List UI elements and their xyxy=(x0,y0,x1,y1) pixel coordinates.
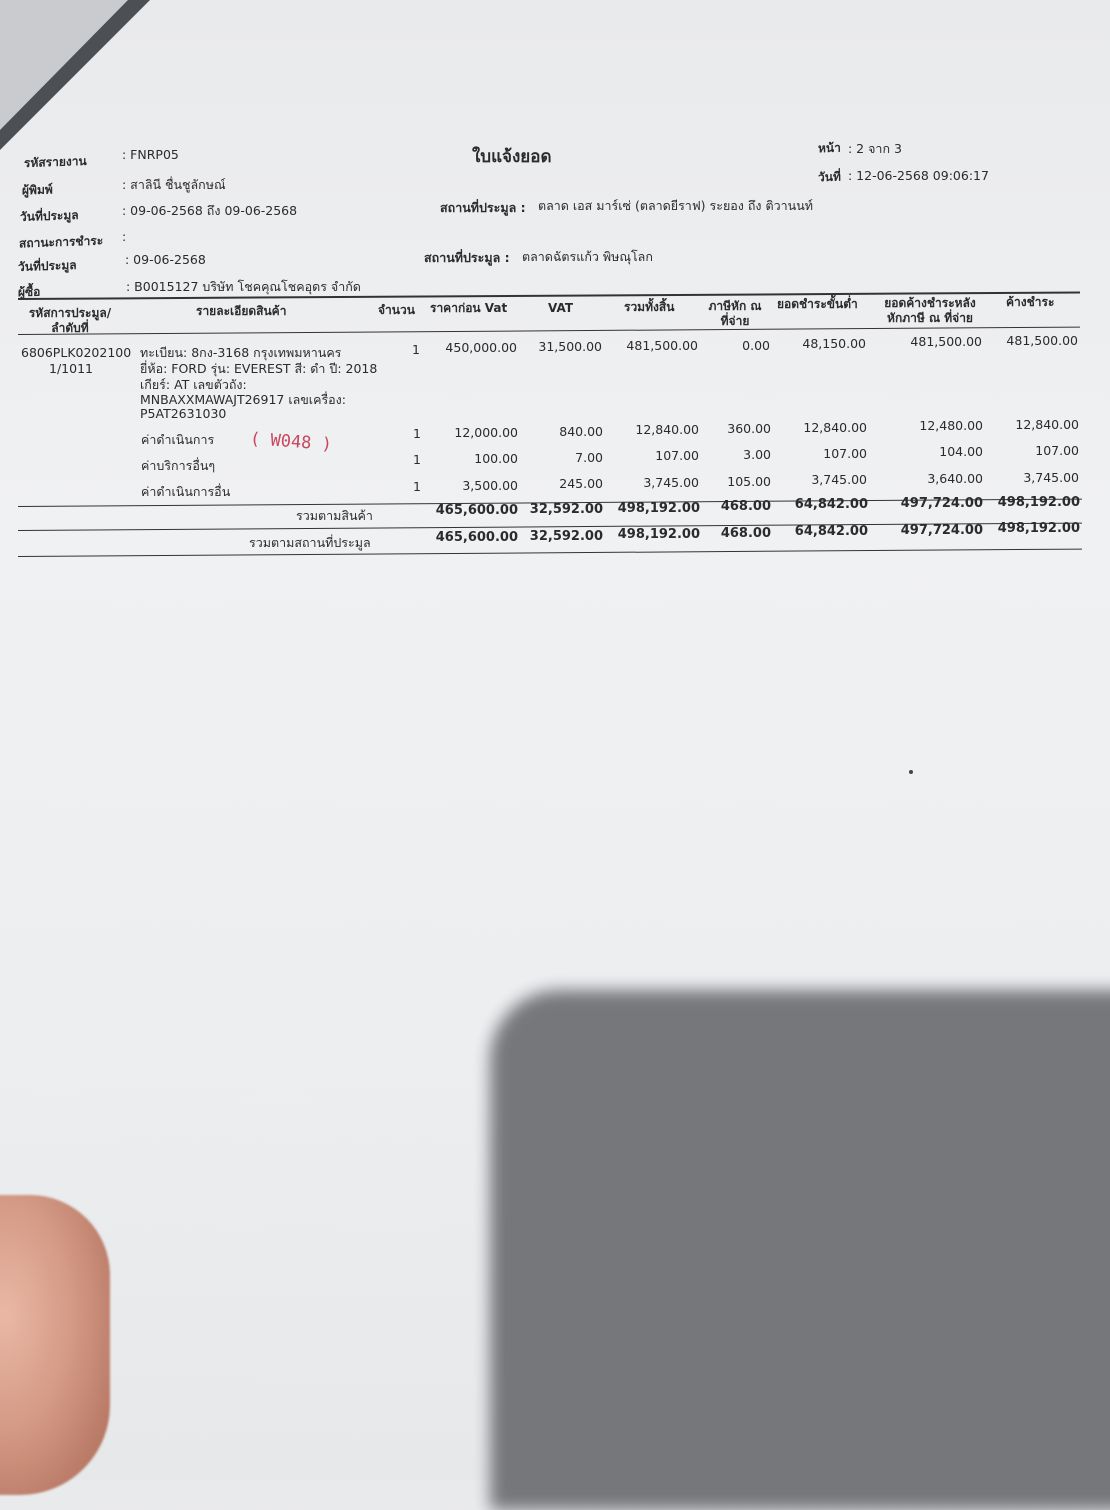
grand-total-label: รวมตามสถานที่ประมูล xyxy=(249,535,371,550)
subtotal-due: 498,192.00 xyxy=(997,495,1080,510)
auction-date2-label: วันที่ประมูล xyxy=(18,257,77,275)
subtotal-vat: 32,592.00 xyxy=(529,502,603,517)
item-detail-line: P5AT2631030 xyxy=(140,406,227,421)
report-code-label: รหัสรายงาน xyxy=(24,153,87,171)
handwritten-note: ( W048 ) xyxy=(249,429,333,455)
grand-total-minpay: 64,842.00 xyxy=(794,524,868,539)
fee-name: ค่าดำเนินการ xyxy=(141,432,215,447)
item-outstanding: 481,500.00 xyxy=(910,334,982,349)
subtotal-wht: 468.00 xyxy=(720,499,771,514)
auction-place-value: ตลาด เอส มาร์เซ่ (ตลาดยีราฟ) ระยอง ถึง ติวานนท์ xyxy=(538,198,813,213)
subtotal-total: 498,192.00 xyxy=(617,501,700,516)
auction-code: 6806PLK0202100 xyxy=(21,345,132,360)
auction-date2-value: : 09-06-2568 xyxy=(125,252,206,267)
fee-prevat: 3,500.00 xyxy=(462,478,518,493)
item-detail-line: MNBAXXMAWAJT26917 เลขเครื่อง: xyxy=(140,392,346,407)
col-wht-header: ภาษีหัก ณ ที่จ่าย xyxy=(708,299,762,328)
fee-minpay: 107.00 xyxy=(823,446,867,461)
subtotal-outstanding: 497,724.00 xyxy=(900,496,983,511)
col-total-header: รวมทั้งสิ้น xyxy=(624,300,675,314)
grand-total-due: 498,192.00 xyxy=(997,521,1080,536)
finger xyxy=(0,1195,110,1495)
item-minpay: 48,150.00 xyxy=(802,336,866,351)
item-total: 481,500.00 xyxy=(626,338,698,353)
fee-prevat: 12,000.00 xyxy=(454,425,518,440)
fee-vat: 7.00 xyxy=(575,450,603,465)
page-label: หน้า xyxy=(818,140,841,156)
fee-wht: 3.00 xyxy=(743,447,771,462)
item-qty: 1 xyxy=(412,342,420,357)
fee-total: 3,745.00 xyxy=(643,475,699,490)
auction-date-label: วันที่ประมูล xyxy=(20,207,79,225)
grand-total-rule-bottom xyxy=(18,549,1082,557)
subtotal-minpay: 64,842.00 xyxy=(794,497,868,512)
fee-due: 3,745.00 xyxy=(1023,470,1079,485)
fee-minpay: 3,745.00 xyxy=(811,472,867,487)
fee-due: 12,840.00 xyxy=(1015,417,1079,432)
fee-outstanding: 12,480.00 xyxy=(919,418,983,433)
grand-total-total: 498,192.00 xyxy=(617,527,700,542)
fee-vat: 840.00 xyxy=(559,424,603,439)
col-minpay-header: ยอดชำระขั้นต่ำ xyxy=(777,297,858,311)
col-vat-header: VAT xyxy=(548,301,574,315)
document-title: ใบแจ้งยอด xyxy=(472,147,552,167)
fee-qty: 1 xyxy=(413,479,421,494)
item-detail-line: ทะเบียน: 8กง-3168 กรุงเทพมหานคร xyxy=(140,345,342,360)
fee-wht: 360.00 xyxy=(727,421,771,436)
fee-total: 12,840.00 xyxy=(635,422,699,437)
printer-value: : สาลินี ชื่นชูลักษณ์ xyxy=(122,177,226,192)
grand-total-outstanding: 497,724.00 xyxy=(900,523,983,538)
grand-total-vat: 32,592.00 xyxy=(529,529,603,544)
subtotal-label: รวมตามสินค้า xyxy=(296,508,373,523)
fee-wht: 105.00 xyxy=(727,474,771,489)
subtotal-prevat: 465,600.00 xyxy=(435,503,518,518)
grand-total-wht: 468.00 xyxy=(720,526,771,541)
page-value: : 2 จาก 3 xyxy=(848,141,902,156)
fee-due: 107.00 xyxy=(1035,443,1079,458)
col-qty-header: จำนวน xyxy=(378,303,415,317)
report-code-value: : FNRP05 xyxy=(122,147,179,162)
fee-total: 107.00 xyxy=(655,448,699,463)
fee-prevat: 100.00 xyxy=(474,451,518,466)
printer-label: ผู้พิมพ์ xyxy=(22,182,53,198)
buyer-value: : B0015127 บริษัท โชคคุณโชคอุดร จำกัด xyxy=(126,279,361,294)
paper-speck xyxy=(909,770,913,774)
item-vat: 31,500.00 xyxy=(538,339,602,354)
col-detail-header: รายละเอียดสินค้า xyxy=(196,304,287,318)
print-date-label: วันที่ xyxy=(818,169,841,185)
col-outstanding-header: ยอดค้างชำระหลัง หักภาษี ณ ที่จ่าย xyxy=(884,296,976,325)
payment-status-value: : xyxy=(122,229,127,244)
col-prevat-header: ราคาก่อน Vat xyxy=(430,301,508,315)
fee-outstanding: 104.00 xyxy=(939,444,983,459)
item-prevat: 450,000.00 xyxy=(445,340,517,355)
payment-status-label: สถานะการชำระ xyxy=(19,233,104,251)
fee-qty: 1 xyxy=(413,426,421,441)
fee-name: ค่าดำเนินการอื่น xyxy=(141,484,231,499)
grand-total-prevat: 465,600.00 xyxy=(435,530,518,545)
item-wht: 0.00 xyxy=(742,338,770,353)
item-detail-line: เกียร์: AT เลขตัวถัง: xyxy=(140,377,247,392)
auction-place2-label: สถานที่ประมูล : xyxy=(424,250,510,265)
auction-seq: 1/1011 xyxy=(49,361,93,376)
fee-name: ค่าบริการอื่นๆ xyxy=(141,458,216,473)
col-code-header: รหัสการประมูล/ ลำดับที่ xyxy=(28,306,112,335)
fee-outstanding: 3,640.00 xyxy=(927,471,983,486)
col-due-header: ค้างชำระ xyxy=(1006,295,1055,309)
item-due: 481,500.00 xyxy=(1006,333,1078,348)
page-corner-fold xyxy=(0,0,128,130)
fee-qty: 1 xyxy=(413,452,421,467)
buyer-label: ผู้ซื้อ xyxy=(18,284,41,300)
fee-minpay: 12,840.00 xyxy=(803,420,867,435)
item-detail-line: ยี่ห้อ: FORD รุ่น: EVEREST สี: ดำ ปี: 2018 xyxy=(140,361,378,376)
auction-date-value: : 09-06-2568 ถึง 09-06-2568 xyxy=(122,203,298,218)
phone-shadow xyxy=(490,990,1110,1510)
auction-place-label: สถานที่ประมูล : xyxy=(440,200,526,215)
fee-vat: 245.00 xyxy=(559,476,603,491)
auction-place2-value: ตลาดฉัตรแก้ว พิษณุโลก xyxy=(522,249,653,264)
print-date-value: : 12-06-2568 09:06:17 xyxy=(848,168,989,183)
